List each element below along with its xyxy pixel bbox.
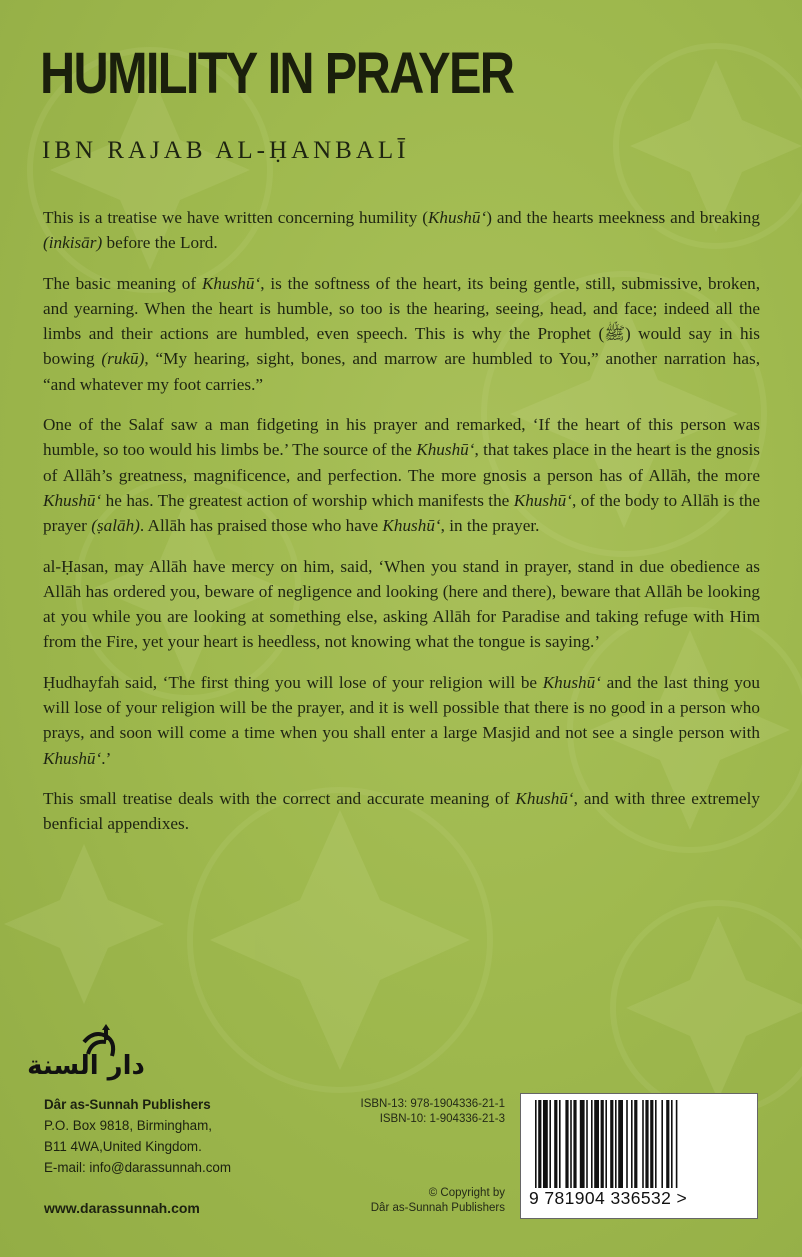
svg-text:دار السنة: دار السنة bbox=[27, 1051, 145, 1081]
blurb-paragraph: Ḥudhayfah said, ‘The first thing you will lose of your religion will be Khushū‘ and the last thing you will lose of your religion will be the prayer, and it is well possible that there is no good in a person who prays, and soon will come a time when you shall enter a large Masjid and not see a single person with Khushū‘.’ bbox=[43, 672, 760, 768]
publisher-logo-icon bbox=[27, 1020, 145, 1082]
blurb-paragraph: The basic meaning of Khushū‘, is the softness of the heart, its being gentle, still, submissive, broken, and yearning. When the heart is humble, so too is the hearing, seeing, head, and face; indeed all the limbs and their actions are humbled, even speech. This is why the Prophet (ﷺ) would say in his bowing (rukū), “My hearing, sight, bones, and marrow are humbled to You,” another narration has, “and whatever my foot carries.” bbox=[43, 273, 760, 394]
author-name: IBN RAJAB AL-ḤANBALĪ bbox=[42, 137, 410, 164]
publisher-address-line1: P.O. Box 9818, Birmingham, bbox=[44, 1118, 212, 1133]
publisher-name: Dâr as-Sunnah Publishers bbox=[44, 1097, 211, 1112]
blurb-text bbox=[43, 205, 760, 852]
copyright-line2: Dâr as-Sunnah Publishers bbox=[370, 1202, 505, 1214]
copyright-line1: © Copyright by bbox=[428, 1187, 505, 1199]
publisher-address-line2: B11 4WA,United Kingdom. bbox=[44, 1139, 202, 1154]
publisher-website: www.darassunnah.com bbox=[44, 1200, 200, 1216]
isbn10: ISBN-10: 1-904336-21-3 bbox=[379, 1113, 505, 1125]
blurb-paragraph: This is a treatise we have written concerning humility (Khushū‘) and the hearts meekness and breaking (inkisār) before the Lord. bbox=[43, 208, 760, 253]
barcode-digits: 9 781904 336532 > bbox=[529, 1188, 688, 1208]
blurb-paragraph: One of the Salaf saw a man fidgeting in his prayer and remarked, ‘If the heart of this person was humble, so too would his limbs be.’ The source of the Khushū‘, that takes place in the heart is the gnosis of Allāh’s greatness, magnificence, and perfection. The more gnosis a person has of Allāh, the more Khushū‘ he has. The greatest action of worship which manifests the Khushū‘, of the body to Allāh is the prayer (ṣalāh). Allāh has praised those who have Khushū‘, in the prayer. bbox=[43, 415, 760, 536]
isbn-block bbox=[300, 1097, 505, 1127]
publisher-email: E-mail: info@darassunnah.com bbox=[44, 1160, 232, 1175]
blurb-paragraph: al-Ḥasan, may Allāh have mercy on him, said, ‘When you stand in prayer, stand in due obedience as Allāh has ordered you, beware of negligence and looking (here and there), beware that Allāh be looking at you while you are looking at something else, asking Allāh for Paradise and taking refuge with Him from the Fire, yet your heart is heedless, not knowing what the tongue is saying.’ bbox=[43, 556, 760, 652]
isbn13: ISBN-13: 978-1904336-21-1 bbox=[360, 1098, 505, 1110]
barcode bbox=[520, 1093, 758, 1219]
publisher-details bbox=[44, 1094, 231, 1178]
book-title: HUMILITY IN PRAYER bbox=[40, 41, 514, 106]
barcode-bars-icon bbox=[535, 1100, 749, 1188]
blurb-paragraph: This small treatise deals with the correct and accurate meaning of Khushū‘, and with three extremely benficial appendixes. bbox=[43, 788, 760, 834]
copyright-notice bbox=[300, 1186, 505, 1216]
